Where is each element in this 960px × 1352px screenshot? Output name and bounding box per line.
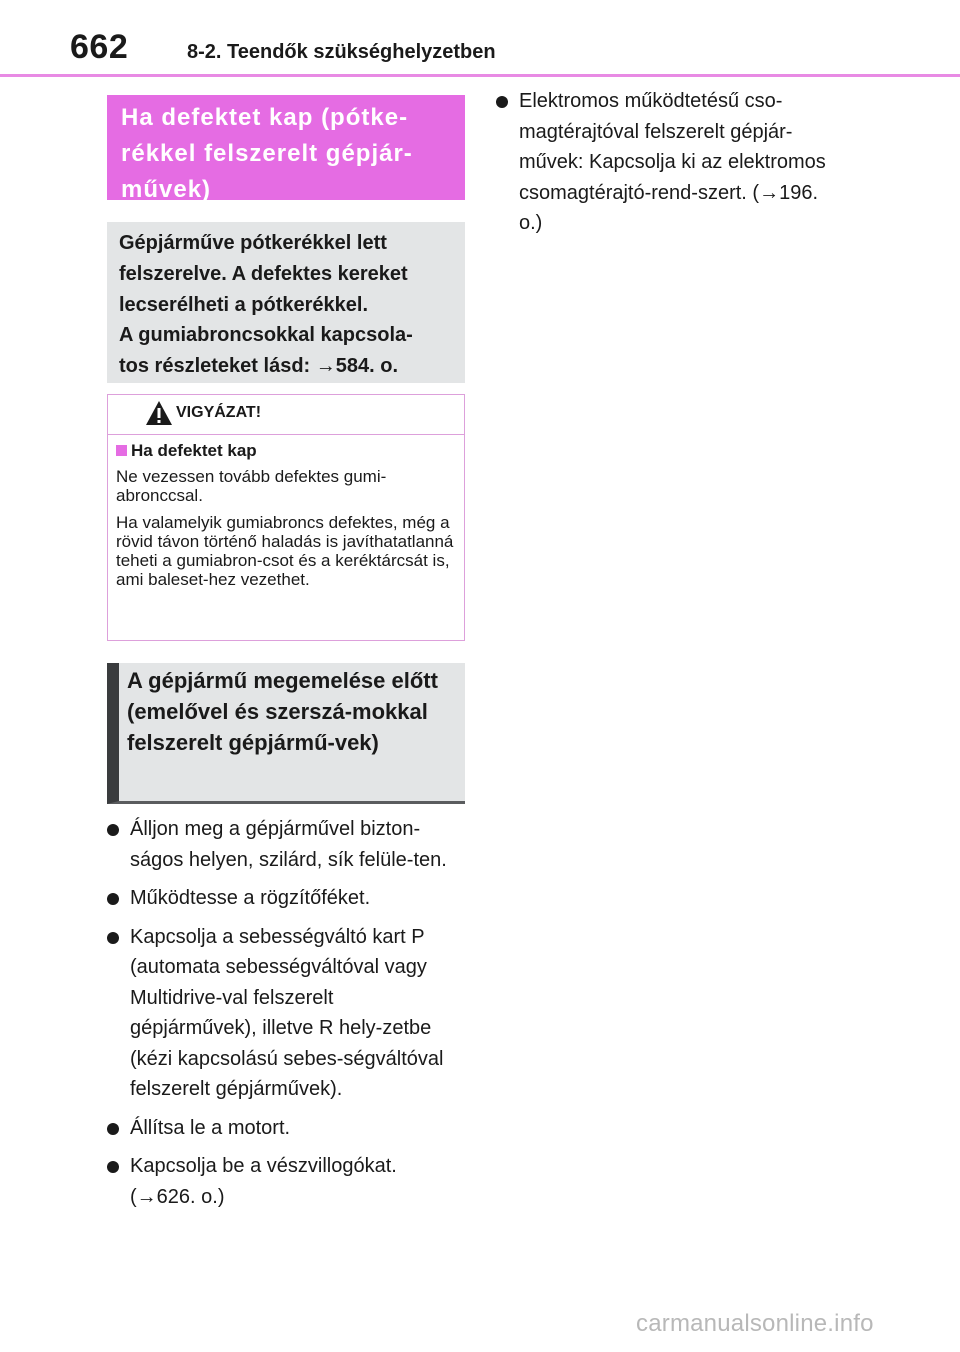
warning-paragraph: Ha valamelyik gumiabroncs defektes, még a rövid távon történő haladás is javíthatatlanná teheti a gumiabron-csot és a keréktárcsát is, ami baleset-hez vezethet. (116, 513, 454, 589)
warning-subheading (116, 441, 456, 460)
info-line: felszerelve. A defektes kereket (119, 262, 408, 285)
list-item: Kapcsolja be a vészvillogókat. (→626. o.) (107, 1151, 465, 1212)
info-line: tos részleteket lásd: →584. o. (119, 355, 399, 378)
left-column (107, 95, 465, 1220)
list-item: Álljon meg a gépjárművel bizton-ságos helyen, szilárd, sík felüle-ten. (107, 814, 465, 875)
pink-section-heading: Ha defektet kap (pótke-rékkel felszerelt gépjár-művek) (107, 95, 465, 200)
square-bullet-icon (116, 445, 127, 456)
info-line: lecserélheti a pótkerékkel. (119, 293, 369, 316)
info-line: A gumiabroncsokkal kapcsola- (119, 324, 413, 347)
info-box (107, 222, 465, 383)
page-number: 662 (70, 28, 129, 66)
warning-subheading-text: Ha defektet kap (131, 441, 257, 460)
warning-triangle-icon (145, 400, 173, 426)
list-item: Elektromos működtetésű cso-magtérajtóval felszerelt gépjár-művek: Kapcsolja ki az elektromos csomagtérajtó-rend-szert. (→196. o.) (496, 86, 836, 239)
list-item: Kapcsolja a sebességváltó kart P (automata sebességváltóval vagy Multidrive-val felszerelt gépjárművek), illetve R hely-zetbe (kézi kapcsolású sebes-ségváltóval felszerelt gépjárművek). (107, 922, 465, 1105)
warning-body (108, 435, 464, 589)
info-line: Gépjárműve pótkerékkel lett (119, 232, 387, 254)
warning-header (108, 395, 464, 435)
warning-paragraph: Ne vezessen tovább defektes gumi-abronccsal. (116, 467, 387, 505)
subsection-heading: A gépjármű megemelése előtt (emelővel és szerszá-mokkal felszerelt gépjármű-vek) (107, 663, 465, 804)
bullet-list (496, 86, 836, 239)
bullet-list (107, 814, 465, 1212)
right-column (496, 86, 836, 247)
list-item: Működtesse a rögzítőféket. (107, 883, 465, 914)
warning-box (107, 394, 465, 641)
warning-title: VIGYÁZAT! (176, 404, 262, 421)
watermark: carmanualsonline.info (636, 1310, 874, 1337)
page-header (0, 0, 960, 78)
list-item: Állítsa le a motort. (107, 1113, 465, 1144)
section-title: 8-2. Teendők szükséghelyzetben (187, 41, 496, 63)
header-divider (0, 74, 960, 77)
